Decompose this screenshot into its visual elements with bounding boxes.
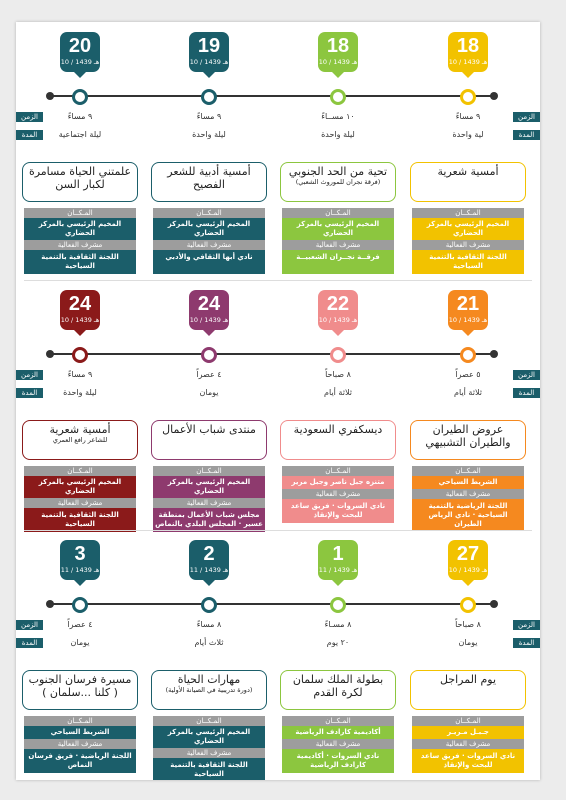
event-info [153, 466, 265, 532]
event-info [282, 716, 394, 773]
event-time: ١٠ مســاءً [321, 112, 355, 121]
event-info [24, 466, 136, 532]
event-supervisor: اللجنة الرياضية · فريق فرسان النماص [24, 749, 136, 773]
date-month: 10 / 1439 هـ [189, 58, 229, 66]
event-place: الشريط السياحي [24, 726, 136, 739]
event-duration: يومان [458, 638, 478, 647]
event-time: ٩ مساءً [67, 112, 93, 121]
date-month: 11 / 1439 هـ [60, 566, 100, 574]
event-title-card [22, 162, 138, 202]
event-title-card [410, 420, 526, 460]
event-place: المخيم الرئيسي بالمركز الحضاري [412, 218, 524, 240]
date-month: 11 / 1439 هـ [318, 566, 358, 574]
event-duration: ثلاثة أيام [324, 388, 352, 397]
event-time: ٩ مساءً [67, 370, 93, 379]
event-supervisor: نادي أبها الثقافي والأدبي [153, 250, 265, 274]
supervisor-header: مشرف الفعالية [24, 240, 136, 250]
event-title-card [410, 162, 526, 202]
date-badge [318, 540, 358, 580]
event-supervisor: فرقــة نجــران الشعبيــة [282, 250, 394, 274]
date-month: 11 / 1439 هـ [189, 566, 229, 574]
date-badge [60, 540, 100, 580]
place-header: المـكــان [24, 716, 136, 726]
events-page [16, 22, 540, 780]
event-title: مهارات الحياة [177, 673, 241, 686]
event-title-card [151, 420, 267, 460]
duration-tag-left: المدة [16, 638, 43, 648]
supervisor-header: مشرف الفعالية [282, 489, 394, 499]
date-day: 18 [456, 35, 480, 57]
events-section [16, 290, 540, 526]
event-place: المخيم الرئيسي بالمركز الحضاري [282, 218, 394, 240]
event-title: علمتني الحياة مسامرة لكبار السن [28, 165, 132, 191]
timeline-dot [72, 347, 88, 363]
event-supervisor: اللجنة الثقافية بالتنمية السياحية [412, 250, 524, 274]
event-info [412, 716, 524, 773]
date-month: 10 / 1439 هـ [60, 316, 100, 324]
date-badge [60, 32, 100, 72]
event-title: مسيرة فرسان الجنوب ( كلنا ...سلمان ) [28, 673, 132, 699]
supervisor-header: مشرف الفعالية [153, 498, 265, 508]
event-info [153, 208, 265, 274]
date-month: 10 / 1439 هـ [318, 58, 358, 66]
event-title-card [410, 670, 526, 710]
event-place: المخيم الرئيسي بالمركز الحضاري [153, 476, 265, 498]
event-title: تحية من الحد الجنوبي [288, 165, 388, 178]
event-title-card [151, 162, 267, 202]
date-badge [189, 32, 229, 72]
duration-tag: المدة [513, 388, 540, 398]
timeline-dot [201, 347, 217, 363]
timeline-dot [72, 597, 88, 613]
date-month: 10 / 1439 هـ [448, 566, 488, 574]
timeline-dot [330, 597, 346, 613]
events-section [16, 540, 540, 776]
timeline-line [50, 95, 494, 97]
supervisor-header: مشرف الفعالية [412, 739, 524, 749]
supervisor-header: مشرف الفعالية [282, 240, 394, 250]
supervisor-header: مشرف الفعالية [24, 498, 136, 508]
event-place: المخيم الرئيسي بالمركز الحضاري [24, 476, 136, 498]
date-day: 24 [68, 293, 92, 315]
event-duration: ليلة واحدة [192, 130, 226, 139]
event-title-card [280, 670, 396, 710]
date-day: 22 [326, 293, 350, 315]
event-duration: ليلة اجتماعية [58, 130, 102, 139]
event-supervisor: اللجنة الثقافية بالتنمية السياحية [153, 758, 265, 780]
event-time: ٥ عصراً [455, 370, 481, 379]
place-header: المـكــان [282, 208, 394, 218]
supervisor-header: مشرف الفعالية [282, 739, 394, 749]
event-info [282, 466, 394, 523]
timeline-dot [201, 597, 217, 613]
event-info [412, 466, 524, 531]
event-place: المخيم الرئيسي بالمركز الحضاري [153, 218, 265, 240]
event-time: ٤ عصراً [67, 620, 93, 629]
timeline-dot [72, 89, 88, 105]
event-time: ٩ مساءً [196, 112, 222, 121]
place-header: المـكــان [24, 466, 136, 476]
timeline-line [50, 353, 494, 355]
event-title-card [22, 670, 138, 710]
date-badge [448, 32, 488, 72]
event-subtitle: (دورة تدريبية في الصيانة الأولية) [165, 686, 253, 694]
date-day: 24 [197, 293, 221, 315]
event-title: أمسية أدبية للشعر الفصيح [167, 165, 251, 191]
event-info [153, 716, 265, 780]
event-place: المخيم الرئيسي بالمركز الحضاري [153, 726, 265, 748]
event-place: أكاديمية كارادف الرياضية [282, 726, 394, 739]
place-header: المـكــان [412, 208, 524, 218]
event-subtitle: للشاعر رافع العمري [52, 436, 108, 444]
event-supervisor: مجلس شباب الأعمال بمنطقة عسير · المجلس البلدي بالنماص [153, 508, 265, 532]
event-title-card [151, 670, 267, 710]
date-day: 19 [197, 35, 221, 57]
section-divider [24, 280, 532, 281]
event-title: بطولة الملك سلمان لكرة القدم [292, 673, 384, 699]
event-info [24, 208, 136, 274]
place-header: المـكــان [24, 208, 136, 218]
event-time: ٩ مساءً [455, 112, 481, 121]
event-place: الشريط السياحي [412, 476, 524, 489]
event-time: ٨ مسـاءً [324, 620, 352, 629]
date-day: 20 [68, 35, 92, 57]
supervisor-header: مشرف الفعالية [24, 739, 136, 749]
event-place: المخيم الرئيسي بالمركز الحضاري [24, 218, 136, 240]
event-duration: ثلاث أيام [194, 638, 224, 647]
date-badge [189, 290, 229, 330]
date-day: 1 [332, 543, 344, 565]
event-title-card [22, 420, 138, 460]
event-duration: ليلة واحدة [63, 388, 97, 397]
event-supervisor: اللجنة الرياضية بالتنمية السياحية · نادي الرياض الطيران [412, 499, 524, 531]
event-time: ٤ عصراً [196, 370, 222, 379]
place-header: المـكــان [412, 466, 524, 476]
date-badge [189, 540, 229, 580]
date-day: 18 [326, 35, 350, 57]
duration-tag: المدة [513, 638, 540, 648]
place-header: المـكــان [282, 466, 394, 476]
date-month: 10 / 1439 هـ [189, 316, 229, 324]
section-divider [24, 530, 532, 531]
event-title: أمسية شعرية [49, 423, 111, 436]
event-duration: ثلاثة أيام [454, 388, 482, 397]
supervisor-header: مشرف الفعالية [412, 489, 524, 499]
event-supervisor: نادي السروات · أكاديمية كارادف الرياضية [282, 749, 394, 773]
event-title: أمسية شعرية [437, 165, 499, 178]
place-header: المـكــان [412, 716, 524, 726]
event-supervisor: نادي السروات · فريق ساعد للبحث والإنقاذ [282, 499, 394, 523]
time-tag-left: الزمن [16, 370, 43, 380]
duration-tag-left: المدة [16, 130, 43, 140]
place-header: المـكــان [282, 716, 394, 726]
date-day: 27 [456, 543, 480, 565]
date-month: 10 / 1439 هـ [448, 58, 488, 66]
event-title-card [280, 162, 396, 202]
timeline-dot [460, 597, 476, 613]
timeline-dot [201, 89, 217, 105]
event-place: جـبـل مـريـر [412, 726, 524, 739]
duration-tag-left: المدة [16, 388, 43, 398]
time-tag: الزمن [513, 620, 540, 630]
event-supervisor: اللجنة الثقافية بالتنمية السياحية [24, 508, 136, 532]
date-badge [448, 290, 488, 330]
timeline-dot [460, 89, 476, 105]
timeline-line [50, 603, 494, 605]
event-supervisor: اللجنة الثقافية بالتنمية السياحية [24, 250, 136, 274]
date-month: 10 / 1439 هـ [448, 316, 488, 324]
event-supervisor: نادي السروات · فريق ساعد للبحث والإنقاذ [412, 749, 524, 773]
event-title: ديسكفري السعودية [293, 423, 383, 436]
time-tag-left: الزمن [16, 112, 43, 122]
event-duration: لية واحدة [452, 130, 484, 139]
date-month: 10 / 1439 هـ [318, 316, 358, 324]
event-subtitle: (فرقة نجران للموروث الشعبي) [295, 178, 381, 186]
timeline-dot [460, 347, 476, 363]
event-title: منتدى شباب الأعمال [162, 423, 256, 436]
event-info [24, 716, 136, 773]
date-badge [448, 540, 488, 580]
event-duration: ليلة واحدة [321, 130, 355, 139]
date-day: 3 [74, 543, 86, 565]
event-duration: يومان [199, 388, 219, 397]
date-day: 21 [456, 293, 480, 315]
event-time: ٨ صباحاً [455, 620, 481, 629]
event-title: يوم المراجل [439, 673, 497, 686]
date-badge [318, 290, 358, 330]
date-day: 2 [203, 543, 215, 565]
date-badge [318, 32, 358, 72]
place-header: المـكــان [153, 208, 265, 218]
event-info [412, 208, 524, 274]
supervisor-header: مشرف الفعالية [153, 240, 265, 250]
event-time: ٨ مساءً [196, 620, 222, 629]
events-section [16, 32, 540, 268]
date-month: 10 / 1439 هـ [60, 58, 100, 66]
time-tag: الزمن [513, 370, 540, 380]
event-place: متنزه جبل ناصر وجبل مرير [282, 476, 394, 489]
time-tag-left: الزمن [16, 620, 43, 630]
time-tag: الزمن [513, 112, 540, 122]
place-header: المـكــان [153, 716, 265, 726]
timeline-dot [330, 347, 346, 363]
event-title: عروض الطيران والطيران التشبيهي [425, 423, 511, 449]
timeline-dot [330, 89, 346, 105]
event-title-card [280, 420, 396, 460]
supervisor-header: مشرف الفعالية [412, 240, 524, 250]
supervisor-header: مشرف الفعالية [153, 748, 265, 758]
event-time: ٨ صباحاً [325, 370, 351, 379]
date-badge [60, 290, 100, 330]
place-header: المـكــان [153, 466, 265, 476]
event-info [282, 208, 394, 274]
event-duration: ٢٠ يوم [326, 638, 350, 647]
duration-tag: المدة [513, 130, 540, 140]
event-duration: يومان [70, 638, 90, 647]
